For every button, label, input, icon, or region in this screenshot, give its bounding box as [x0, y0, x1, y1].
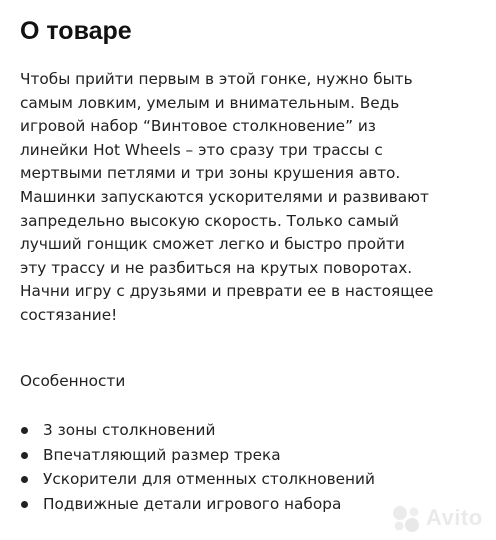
watermark-text: Avito: [426, 505, 483, 530]
avito-watermark: [390, 504, 486, 534]
features-list: [20, 418, 460, 516]
section-title: О товаре: [20, 17, 132, 45]
description-line: состязание!: [20, 305, 118, 324]
feature-text: Впечатляющий размер трека: [43, 445, 281, 464]
description-line: запредельно высокую скорость. Только самый: [20, 211, 399, 230]
description-line: игровой набор “Винтовое столкновение” из: [20, 117, 376, 136]
description-line: эту трассу и не разбиться на крутых поворотах.: [20, 258, 413, 277]
bullet-icon: [21, 452, 28, 459]
description-line: самым ловким, умелым и внимательным. Ведь: [20, 93, 400, 112]
description-line: Начни игру с друзьями и преврати ее в настоящее: [20, 282, 434, 301]
feature-item: [20, 443, 460, 468]
features-heading: Особенности: [20, 372, 126, 390]
description-line: Чтобы прийти первым в этой гонке, нужно быть: [20, 70, 413, 88]
bullet-icon: [21, 427, 28, 434]
feature-text: Подвижные детали игрового набора: [43, 494, 342, 513]
description-line: лучший гонщик сможет легко и быстро пройти: [20, 235, 405, 254]
bullet-icon: [21, 501, 28, 508]
description-line: Машинки запускаются ускорителями и развивают: [20, 187, 429, 206]
bullet-icon: [21, 476, 28, 483]
description-line: мертвыми петлями и три зоны крушения авто.: [20, 164, 401, 183]
description-line: линейки Hot Wheels – это сразу три трассы с: [20, 140, 383, 159]
feature-item: [20, 467, 460, 492]
product-description-section: [20, 0, 490, 540]
product-description: [20, 68, 490, 328]
feature-text: Ускорители для отменных столкновений: [43, 470, 375, 489]
feature-text: 3 зоны столкновений: [43, 421, 216, 439]
avito-logo-icon: [390, 504, 424, 534]
feature-item: [20, 418, 460, 443]
